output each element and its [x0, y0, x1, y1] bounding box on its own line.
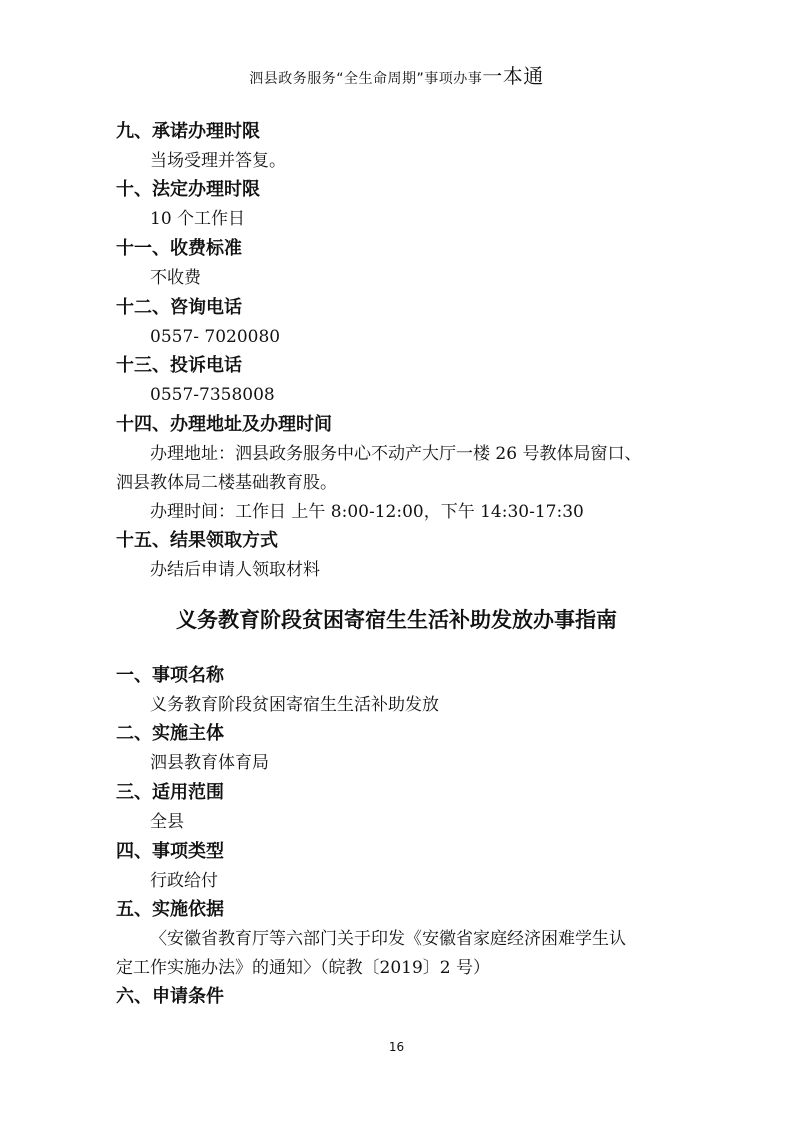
section-heading: 一、事项名称: [116, 665, 224, 686]
section-body: 定工作实施办法》的通知〉（皖教〔2019〕2 号）: [116, 958, 490, 978]
section-body: 10 个工作日: [150, 209, 246, 229]
guide-title: 义务教育阶段贫困寄宿生生活补助发放办事指南: [176, 608, 617, 632]
section-heading: 六、申请条件: [116, 986, 224, 1007]
section-body: 〈安徽省教育厅等六部门关于印发《安徽省家庭经济困难学生认: [150, 929, 626, 949]
section-body: 办理时间：工作日 上午 8:00-12:00，下午 14:30-17:30: [150, 502, 584, 522]
section-heading: 十四、办理地址及办理时间: [116, 414, 332, 435]
header-text: 泗县政务服务“全生命周期”事项办事: [249, 71, 483, 87]
section-heading: 十五、结果领取方式: [116, 530, 278, 551]
section-body: 办理地址：泗县政务服务中心不动产大厅一楼 26 号教体局窗口、: [150, 444, 642, 464]
section-heading: 二、实施主体: [116, 723, 224, 744]
section-heading: 三、适用范围: [116, 782, 224, 803]
section-body: 全县: [150, 812, 184, 832]
section-heading: 五、实施依据: [116, 899, 224, 920]
section-body: 0557- 7020080: [150, 327, 281, 347]
section-body: 当场受理并答复。: [150, 151, 286, 171]
page-number: 16: [388, 1040, 405, 1054]
section-body: 泗县教育体育局: [150, 753, 269, 773]
section-heading: 十三、投诉电话: [116, 355, 242, 376]
section-body: 不收费: [150, 268, 201, 288]
section-heading: 九、承诺办理时限: [116, 121, 260, 142]
section-heading: 十二、咨询电话: [116, 297, 242, 318]
header-text-big: 一本通: [482, 64, 544, 88]
section-body: 办结后申请人领取材料: [150, 560, 320, 580]
section-body: 0557-7358008: [150, 385, 275, 405]
section-body: 义务教育阶段贫困寄宿生生活补助发放: [150, 695, 439, 715]
section-heading: 四、事项类型: [116, 841, 224, 862]
page-header: [0, 60, 793, 89]
section-heading: 十一、收费标准: [116, 238, 242, 259]
section-heading: 十、法定办理时限: [116, 179, 260, 200]
section-body: 泗县教体局二楼基础教育股。: [116, 473, 337, 493]
section-body: 行政给付: [150, 871, 218, 891]
